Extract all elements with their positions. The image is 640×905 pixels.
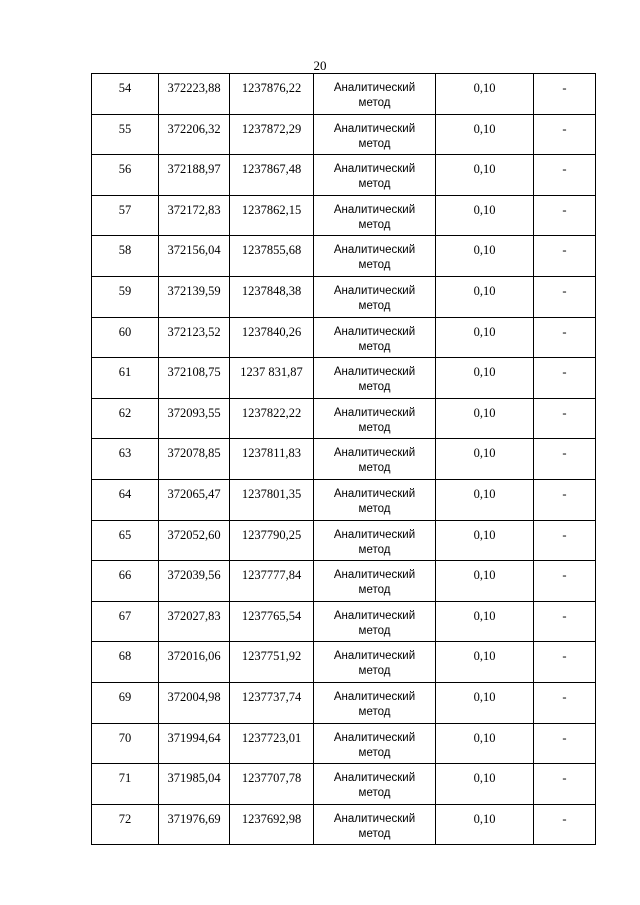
- y-coordinate-text: 1237848,38: [241, 283, 302, 298]
- method-line-2: метод: [358, 502, 391, 515]
- method-line-1: Аналитический: [333, 690, 416, 703]
- point-number-cell: [92, 276, 159, 317]
- table-row: [92, 479, 596, 520]
- method-line-1: Аналитический: [333, 772, 416, 785]
- y-coordinate-text: 1237751,92: [241, 649, 302, 664]
- x-coordinate-text: 372156,04: [167, 243, 221, 258]
- note-cell: [534, 195, 596, 236]
- x-coordinate-text: 372108,75: [167, 365, 221, 380]
- method-text: [314, 196, 435, 233]
- method-cell: [314, 723, 436, 764]
- accuracy-text: 0,10: [473, 365, 496, 380]
- method-line-1: Аналитический: [333, 731, 416, 744]
- x-coordinate-cell: [159, 561, 230, 602]
- accuracy-cell: [436, 520, 534, 561]
- table-row: [92, 642, 596, 683]
- method-text: [314, 439, 435, 476]
- method-line-2: метод: [358, 97, 391, 109]
- x-coordinate-text: 372027,83: [167, 608, 221, 623]
- y-coordinate-cell: [230, 236, 314, 277]
- method-text: [314, 724, 435, 761]
- y-coordinate-cell: [230, 561, 314, 602]
- x-coordinate-cell: [159, 439, 230, 480]
- note-cell: [534, 601, 596, 642]
- table-row: [92, 236, 596, 277]
- method-cell: [314, 642, 436, 683]
- y-coordinate-cell: [230, 317, 314, 358]
- table-row: [92, 764, 596, 805]
- y-coordinate-text: 1237840,26: [241, 324, 302, 339]
- method-line-1: Аналитический: [333, 244, 416, 257]
- accuracy-text: 0,10: [473, 243, 496, 258]
- note-cell: [534, 642, 596, 683]
- note-text: -: [562, 283, 567, 298]
- point-number-text: 71: [118, 771, 132, 786]
- x-coordinate-text: 372078,85: [167, 446, 221, 461]
- note-cell: [534, 764, 596, 805]
- accuracy-cell: [436, 764, 534, 805]
- method-cell: [314, 520, 436, 561]
- x-coordinate-cell: [159, 317, 230, 358]
- accuracy-text: 0,10: [473, 283, 496, 298]
- y-coordinate-cell: [230, 479, 314, 520]
- table-row: [92, 276, 596, 317]
- x-coordinate-cell: [159, 155, 230, 196]
- y-coordinate-cell: [230, 74, 314, 115]
- method-line-1: Аналитический: [333, 203, 416, 216]
- note-text: -: [562, 446, 567, 461]
- table-row: [92, 520, 596, 561]
- y-coordinate-cell: [230, 682, 314, 723]
- note-cell: [534, 276, 596, 317]
- accuracy-text: 0,10: [473, 649, 496, 664]
- accuracy-text: 0,10: [473, 81, 496, 95]
- y-coordinate-cell: [230, 764, 314, 805]
- x-coordinate-cell: [159, 642, 230, 683]
- y-coordinate-text: 1237872,29: [241, 121, 302, 136]
- method-text: [314, 602, 435, 639]
- point-number-text: 62: [118, 405, 132, 420]
- table-row: [92, 358, 596, 399]
- note-text: -: [562, 202, 567, 217]
- x-coordinate-cell: [159, 358, 230, 399]
- y-coordinate-cell: [230, 642, 314, 683]
- method-cell: [314, 398, 436, 439]
- method-line-2: метод: [358, 381, 391, 394]
- point-number-cell: [92, 682, 159, 723]
- method-line-1: Аналитический: [333, 122, 416, 135]
- method-line-2: метод: [358, 624, 391, 637]
- method-cell: [314, 764, 436, 805]
- note-cell: [534, 561, 596, 602]
- y-coordinate-cell: [230, 155, 314, 196]
- y-coordinate-text: 1237790,25: [241, 527, 302, 542]
- point-number-text: 59: [118, 283, 132, 298]
- point-number-cell: [92, 439, 159, 480]
- point-number-cell: [92, 804, 159, 845]
- coordinates-table: [91, 73, 596, 845]
- x-coordinate-text: 371985,04: [167, 771, 221, 786]
- x-coordinate-cell: [159, 804, 230, 845]
- note-text: -: [562, 365, 567, 380]
- x-coordinate-text: 372123,52: [167, 324, 221, 339]
- method-text: [314, 358, 435, 395]
- x-coordinate-text: 372052,60: [167, 527, 221, 542]
- note-cell: [534, 358, 596, 399]
- method-text: [314, 155, 435, 192]
- y-coordinate-cell: [230, 398, 314, 439]
- method-line-2: метод: [358, 787, 391, 800]
- point-number-text: 61: [118, 365, 132, 380]
- method-line-1: Аналитический: [333, 609, 416, 622]
- x-coordinate-text: 372172,83: [167, 202, 221, 217]
- point-number-text: 58: [118, 243, 132, 258]
- table-row: [92, 398, 596, 439]
- method-line-1: Аналитический: [333, 163, 416, 176]
- y-coordinate-cell: [230, 195, 314, 236]
- table-row: [92, 317, 596, 358]
- accuracy-text: 0,10: [473, 486, 496, 501]
- y-coordinate-text: 1237692,98: [241, 811, 302, 826]
- method-cell: [314, 804, 436, 845]
- method-line-1: Аналитический: [333, 528, 416, 541]
- method-line-2: метод: [358, 340, 391, 353]
- x-coordinate-text: 372004,98: [167, 689, 221, 704]
- table-row: [92, 804, 596, 845]
- accuracy-text: 0,10: [473, 446, 496, 461]
- accuracy-cell: [436, 155, 534, 196]
- point-number-cell: [92, 479, 159, 520]
- method-text: [314, 236, 435, 273]
- method-line-1: Аналитический: [333, 487, 416, 500]
- table-row: [92, 155, 596, 196]
- note-cell: [534, 682, 596, 723]
- method-cell: [314, 114, 436, 155]
- accuracy-text: 0,10: [473, 568, 496, 583]
- table-row: [92, 601, 596, 642]
- note-cell: [534, 155, 596, 196]
- point-number-text: 56: [118, 162, 132, 177]
- accuracy-cell: [436, 682, 534, 723]
- method-text: [314, 74, 435, 111]
- point-number-cell: [92, 358, 159, 399]
- x-coordinate-text: 371994,64: [167, 730, 221, 745]
- y-coordinate-text: 1237777,84: [241, 568, 302, 583]
- point-number-text: 66: [118, 568, 132, 583]
- y-coordinate-cell: [230, 723, 314, 764]
- note-text: -: [562, 243, 567, 258]
- method-cell: [314, 358, 436, 399]
- x-coordinate-cell: [159, 479, 230, 520]
- accuracy-cell: [436, 723, 534, 764]
- y-coordinate-text: 1237822,22: [241, 405, 302, 420]
- note-cell: [534, 236, 596, 277]
- y-coordinate-cell: [230, 520, 314, 561]
- accuracy-text: 0,10: [473, 811, 496, 826]
- point-number-text: 55: [118, 121, 132, 136]
- method-line-2: метод: [358, 705, 391, 718]
- point-number-text: 70: [118, 730, 132, 745]
- note-text: -: [562, 689, 567, 704]
- method-cell: [314, 155, 436, 196]
- method-line-1: Аналитический: [333, 366, 416, 379]
- note-text: -: [562, 568, 567, 583]
- note-text: -: [562, 527, 567, 542]
- point-number-cell: [92, 561, 159, 602]
- point-number-cell: [92, 195, 159, 236]
- method-line-1: Аналитический: [333, 325, 416, 338]
- y-coordinate-cell: [230, 114, 314, 155]
- accuracy-cell: [436, 276, 534, 317]
- x-coordinate-text: 372188,97: [167, 162, 221, 177]
- x-coordinate-cell: [159, 74, 230, 115]
- accuracy-cell: [436, 561, 534, 602]
- method-text: [314, 318, 435, 355]
- method-line-2: метод: [358, 218, 391, 231]
- table-row: [92, 561, 596, 602]
- table-row: [92, 114, 596, 155]
- accuracy-cell: [436, 114, 534, 155]
- note-cell: [534, 317, 596, 358]
- y-coordinate-cell: [230, 276, 314, 317]
- x-coordinate-cell: [159, 114, 230, 155]
- x-coordinate-cell: [159, 601, 230, 642]
- x-coordinate-cell: [159, 764, 230, 805]
- y-coordinate-cell: [230, 601, 314, 642]
- y-coordinate-text: 1237811,83: [242, 446, 301, 461]
- x-coordinate-text: 372065,47: [167, 486, 221, 501]
- x-coordinate-text: 372039,56: [167, 568, 221, 583]
- point-number-cell: [92, 642, 159, 683]
- method-line-1: Аналитический: [333, 406, 416, 419]
- accuracy-text: 0,10: [473, 202, 496, 217]
- table-row: [92, 723, 596, 764]
- y-coordinate-text: 1237723,01: [241, 730, 302, 745]
- point-number-cell: [92, 155, 159, 196]
- note-cell: [534, 398, 596, 439]
- accuracy-cell: [436, 236, 534, 277]
- method-cell: [314, 561, 436, 602]
- table-row: [92, 682, 596, 723]
- page-number: 20: [313, 58, 327, 73]
- accuracy-text: 0,10: [473, 121, 496, 136]
- method-text: [314, 805, 435, 842]
- point-number-cell: [92, 520, 159, 561]
- method-line-2: метод: [358, 746, 391, 759]
- note-cell: [534, 804, 596, 845]
- method-cell: [314, 74, 436, 115]
- method-line-2: метод: [358, 827, 391, 840]
- table-row: [92, 439, 596, 480]
- note-text: -: [562, 324, 567, 339]
- coordinates-table-body: [92, 74, 596, 845]
- point-number-cell: [92, 317, 159, 358]
- method-cell: [314, 601, 436, 642]
- y-coordinate-cell: [230, 804, 314, 845]
- y-coordinate-text: 1237737,74: [241, 689, 302, 704]
- accuracy-cell: [436, 479, 534, 520]
- method-line-2: метод: [358, 665, 391, 678]
- accuracy-cell: [436, 439, 534, 480]
- note-cell: [534, 520, 596, 561]
- accuracy-cell: [436, 398, 534, 439]
- note-text: -: [562, 162, 567, 177]
- note-text: -: [562, 649, 567, 664]
- method-line-1: Аналитический: [333, 569, 416, 582]
- point-number-cell: [92, 723, 159, 764]
- method-cell: [314, 317, 436, 358]
- point-number-text: 68: [118, 649, 132, 664]
- note-text: -: [562, 811, 567, 826]
- y-coordinate-text: 1237801,35: [241, 486, 302, 501]
- point-number-text: 69: [118, 689, 132, 704]
- method-text: [314, 480, 435, 517]
- table-row: [92, 74, 596, 115]
- method-text: [314, 683, 435, 720]
- point-number-cell: [92, 236, 159, 277]
- method-line-1: Аналитический: [333, 650, 416, 663]
- note-text: -: [562, 81, 567, 95]
- y-coordinate-text: 1237707,78: [241, 771, 302, 786]
- method-text: [314, 561, 435, 598]
- method-line-1: Аналитический: [333, 82, 416, 94]
- method-cell: [314, 682, 436, 723]
- method-text: [314, 642, 435, 679]
- x-coordinate-cell: [159, 682, 230, 723]
- note-text: -: [562, 730, 567, 745]
- method-line-1: Аналитический: [333, 447, 416, 460]
- x-coordinate-text: 371976,69: [167, 811, 221, 826]
- x-coordinate-cell: [159, 195, 230, 236]
- note-cell: [534, 479, 596, 520]
- note-cell: [534, 74, 596, 115]
- y-coordinate-cell: [230, 358, 314, 399]
- accuracy-text: 0,10: [473, 730, 496, 745]
- note-text: -: [562, 121, 567, 136]
- accuracy-cell: [436, 601, 534, 642]
- method-text: [314, 277, 435, 314]
- accuracy-cell: [436, 358, 534, 399]
- x-coordinate-text: 372223,88: [167, 81, 221, 95]
- method-text: [314, 521, 435, 558]
- method-text: [314, 764, 435, 801]
- x-coordinate-cell: [159, 236, 230, 277]
- x-coordinate-cell: [159, 398, 230, 439]
- note-text: -: [562, 405, 567, 420]
- point-number-text: 67: [118, 608, 132, 623]
- y-coordinate-text: 1237765,54: [241, 608, 302, 623]
- y-coordinate-text: 1237867,48: [241, 162, 302, 177]
- point-number-text: 72: [118, 811, 132, 826]
- accuracy-cell: [436, 642, 534, 683]
- accuracy-text: 0,10: [473, 771, 496, 786]
- y-coordinate-text: 1237862,15: [241, 202, 302, 217]
- x-coordinate-text: 372139,59: [167, 283, 221, 298]
- accuracy-cell: [436, 317, 534, 358]
- accuracy-text: 0,10: [473, 405, 496, 420]
- method-cell: [314, 195, 436, 236]
- accuracy-text: 0,10: [473, 527, 496, 542]
- method-line-2: метод: [358, 137, 391, 150]
- method-line-2: метод: [358, 421, 391, 434]
- point-number-cell: [92, 764, 159, 805]
- note-cell: [534, 439, 596, 480]
- note-cell: [534, 114, 596, 155]
- point-number-cell: [92, 601, 159, 642]
- x-coordinate-cell: [159, 723, 230, 764]
- accuracy-cell: [436, 195, 534, 236]
- method-text: [314, 115, 435, 152]
- y-coordinate-text: 1237 831,87: [240, 365, 303, 380]
- method-cell: [314, 236, 436, 277]
- point-number-text: 64: [118, 486, 132, 501]
- note-text: -: [562, 608, 567, 623]
- x-coordinate-text: 372093,55: [167, 405, 221, 420]
- method-line-2: метод: [358, 584, 391, 597]
- note-cell: [534, 723, 596, 764]
- x-coordinate-text: 372206,32: [167, 121, 221, 136]
- method-line-2: метод: [358, 178, 391, 191]
- point-number-text: 60: [118, 324, 132, 339]
- method-cell: [314, 479, 436, 520]
- method-line-2: метод: [358, 259, 391, 272]
- method-line-2: метод: [358, 299, 391, 312]
- point-number-cell: [92, 114, 159, 155]
- note-text: -: [562, 486, 567, 501]
- method-cell: [314, 439, 436, 480]
- point-number-cell: [92, 74, 159, 115]
- method-cell: [314, 276, 436, 317]
- method-text: [314, 399, 435, 436]
- accuracy-text: 0,10: [473, 324, 496, 339]
- point-number-cell: [92, 398, 159, 439]
- method-line-1: Аналитический: [333, 284, 416, 297]
- x-coordinate-text: 372016,06: [167, 649, 221, 664]
- y-coordinate-text: 1237855,68: [241, 243, 302, 258]
- accuracy-cell: [436, 804, 534, 845]
- accuracy-text: 0,10: [473, 689, 496, 704]
- point-number-text: 57: [118, 202, 132, 217]
- table-row: [92, 195, 596, 236]
- method-line-2: метод: [358, 462, 391, 475]
- accuracy-text: 0,10: [473, 162, 496, 177]
- note-text: -: [562, 771, 567, 786]
- point-number-text: 54: [118, 81, 132, 95]
- point-number-text: 65: [118, 527, 132, 542]
- method-line-2: метод: [358, 543, 391, 556]
- method-line-1: Аналитический: [333, 812, 416, 825]
- y-coordinate-text: 1237876,22: [241, 81, 302, 95]
- x-coordinate-cell: [159, 520, 230, 561]
- accuracy-text: 0,10: [473, 608, 496, 623]
- point-number-text: 63: [118, 446, 132, 461]
- y-coordinate-cell: [230, 439, 314, 480]
- accuracy-cell: [436, 74, 534, 115]
- x-coordinate-cell: [159, 276, 230, 317]
